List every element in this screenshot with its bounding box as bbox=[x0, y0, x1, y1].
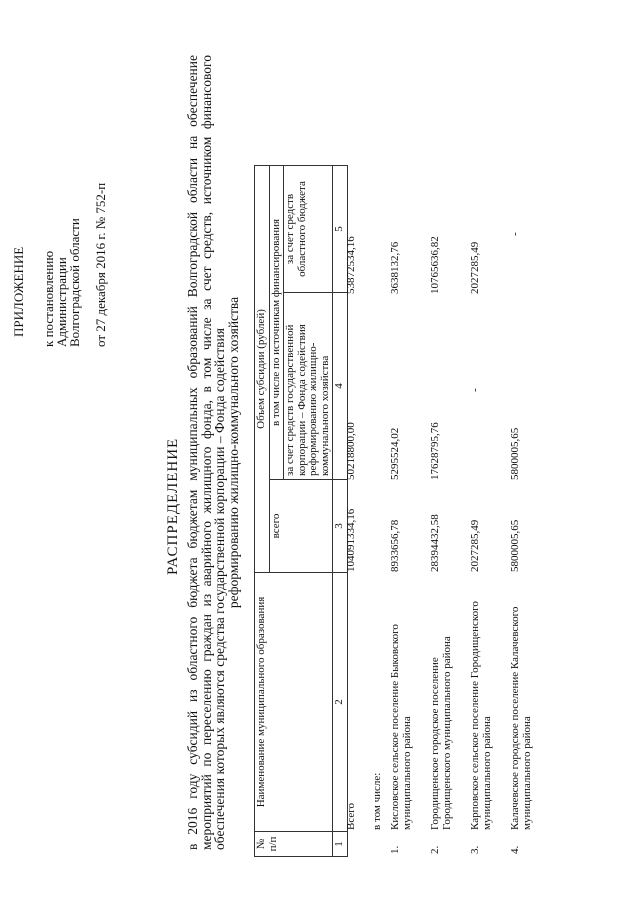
table-row bbox=[429, 171, 469, 857]
annex-date-number: от 27 декабря 2016 г. № 752-п bbox=[93, 182, 108, 347]
including-label: в том числе: bbox=[371, 772, 383, 830]
annex-title: ПРИЛОЖЕНИЕ bbox=[11, 246, 26, 337]
row-regional: 3638132,76 bbox=[389, 241, 401, 294]
row-fund: 17628795,76 bbox=[429, 422, 441, 480]
row-number: 3. bbox=[469, 845, 481, 854]
table-row bbox=[389, 171, 429, 857]
row-total: 8933656,78 bbox=[389, 519, 401, 572]
header-volume: Объем субсидии (рублей) bbox=[255, 166, 270, 573]
row-municipality: Карповское сельское поселение Городищенского муниципального района bbox=[469, 601, 493, 830]
column-number: 3 bbox=[333, 480, 348, 573]
description-text: в 2016 году субсидий из областного бюджета бюджетам муниципальных образований Волгоградской области на обеспечение мероприятий по переселению граждан из аварийного жилищного фонда, в том числе за счет средств, источником финансового обеспечения которых являются средства государственной корпорации – Фонда содействия bbox=[185, 55, 227, 850]
total-regional: 53872534,16 bbox=[345, 236, 357, 294]
row-municipality: Кисловское сельское поселение Быковского муниципального района bbox=[389, 624, 413, 830]
row-number: 2. bbox=[429, 845, 441, 854]
row-fund: - bbox=[469, 388, 481, 392]
column-number: 4 bbox=[333, 293, 348, 480]
column-number: 1 bbox=[333, 832, 348, 857]
row-number: 4. bbox=[509, 845, 521, 854]
row-regional: 10765636,82 bbox=[429, 236, 441, 294]
header-num: № п/п bbox=[255, 832, 333, 857]
subsidy-table-body bbox=[345, 171, 549, 857]
row-municipality: Городищенское городское поселение Городищенского муниципального района bbox=[429, 636, 453, 830]
document-description bbox=[186, 55, 240, 850]
total-row bbox=[345, 171, 371, 857]
annex-line-1: к постановлению bbox=[41, 250, 56, 347]
header-total: всего bbox=[269, 480, 333, 573]
table-row bbox=[469, 171, 509, 857]
total-amount: 104091334,16 bbox=[345, 508, 357, 572]
subsidy-table bbox=[254, 165, 348, 857]
row-municipality: Калачевское городское поселение Калачевского муниципального района bbox=[509, 606, 533, 830]
total-label: Всего bbox=[345, 803, 357, 830]
row-total: 28394432,58 bbox=[429, 514, 441, 572]
row-regional: 2027285,49 bbox=[469, 241, 481, 294]
table-row bbox=[509, 171, 549, 857]
header-regional: за счет средств областного бюджета bbox=[284, 166, 333, 293]
total-fund: 50218800,00 bbox=[345, 422, 357, 480]
header-fund: за счет средств государственной корпорации – Фонда содействия реформированию жилищно-коммунального хозяйства bbox=[284, 293, 333, 480]
column-number: 5 bbox=[333, 166, 348, 293]
row-total: 5800005,65 bbox=[509, 519, 521, 572]
header-name: Наименование муниципального образования bbox=[255, 573, 333, 832]
including-row bbox=[371, 171, 389, 857]
row-regional: - bbox=[509, 232, 521, 236]
document-heading: РАСПРЕДЕЛЕНИЕ bbox=[165, 437, 181, 575]
row-fund: 5295524,02 bbox=[389, 427, 401, 480]
column-number: 2 bbox=[333, 573, 348, 832]
row-fund: 5800005,65 bbox=[509, 427, 521, 480]
row-number: 1. bbox=[389, 845, 401, 854]
header-sources: в том числе по источникам финансирования bbox=[269, 166, 284, 480]
annex-line-3: Волгоградской области bbox=[67, 218, 82, 347]
row-total: 2027285,49 bbox=[469, 519, 481, 572]
annex-line-2: Администрации bbox=[54, 257, 69, 347]
header-row-1 bbox=[255, 166, 270, 857]
description-last-line: реформированию жилищно-коммунального хозяйства bbox=[225, 296, 241, 609]
